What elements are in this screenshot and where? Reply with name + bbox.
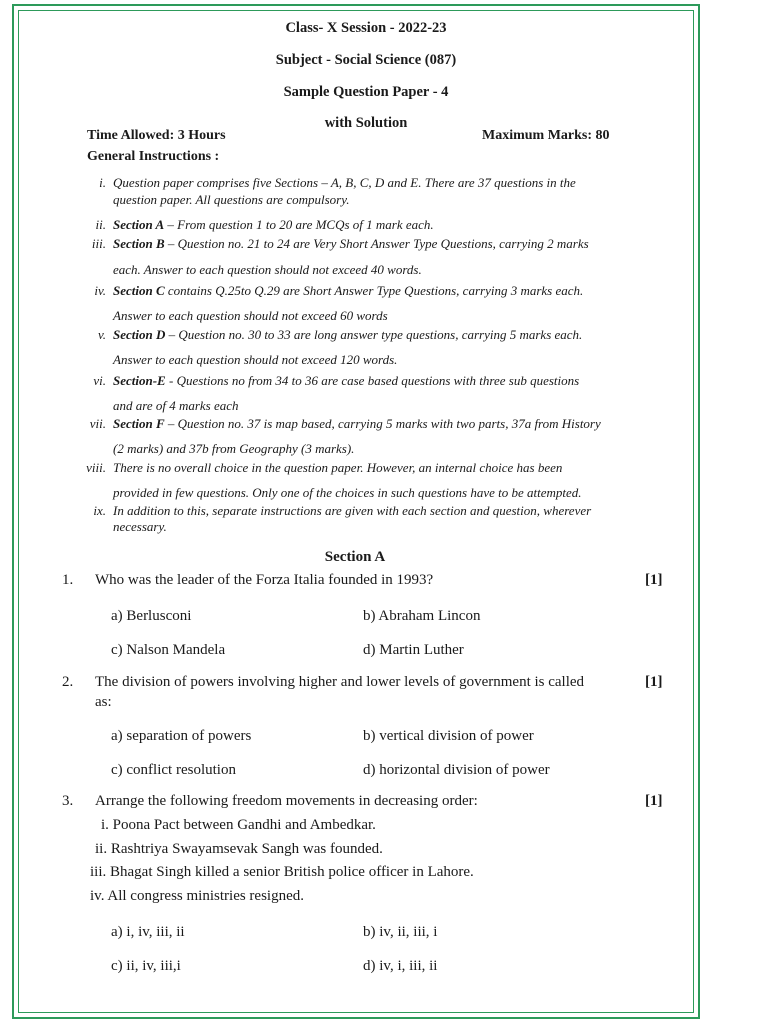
- question-marks: [1]: [645, 674, 663, 690]
- instruction-text: Question paper comprises five Sections – A, B, C, D and E. There are 37 questions in the: [113, 175, 576, 190]
- instruction-text: Section C contains Q.25to Q.29 are Short Answer Type Questions, carrying 3 marks each.: [113, 283, 584, 298]
- question-marks: [1]: [645, 793, 663, 809]
- instruction-text: Section-E - Questions no from 34 to 36 are case based questions with three sub questions: [113, 373, 580, 388]
- instruction-number: ii.: [95, 217, 106, 232]
- instruction-text: provided in few questions. Only one of the choices in such questions have to be attempted.: [113, 485, 582, 500]
- instruction-text: In addition to this, separate instructions are given with each section and question, wherever: [113, 503, 592, 518]
- question-text: The division of powers involving higher and lower levels of government is called: [95, 674, 585, 690]
- instruction-text: Section F – Question no. 37 is map based, carrying 5 marks with two parts, 37a from History: [113, 416, 601, 431]
- instruction-text: Section D – Question no. 30 to 33 are long answer type questions, carrying 5 marks each.: [113, 327, 583, 342]
- section-name: Section C: [113, 283, 165, 298]
- with-solution-heading: with Solution: [324, 115, 408, 131]
- instruction-text: There is no overall choice in the question paper. However, an internal choice has been: [113, 460, 563, 475]
- option-d: d) horizontal division of power: [363, 762, 550, 778]
- question-number: 3.: [62, 793, 74, 809]
- option-a: a) Berlusconi: [111, 608, 192, 624]
- instruction-number: viii.: [86, 460, 106, 475]
- instruction-number: v.: [97, 327, 106, 342]
- paper-heading: Sample Question Paper - 4: [283, 84, 449, 100]
- option-d: d) iv, i, iii, ii: [363, 958, 438, 974]
- instruction-text: Section B – Question no. 21 to 24 are Very Short Answer Type Questions, carrying 2 marks: [113, 236, 589, 251]
- instruction-text: each. Answer to each question should not exceed 40 words.: [113, 262, 422, 277]
- question-marks: [1]: [645, 572, 663, 588]
- section-a-title: Section A: [324, 549, 386, 565]
- time-allowed: Time Allowed: 3 Hours: [87, 128, 226, 143]
- question-number: 1.: [62, 572, 74, 588]
- section-name: Section A: [113, 217, 165, 232]
- question-text-continued: as:: [95, 694, 112, 710]
- option-b: b) vertical division of power: [363, 728, 534, 744]
- question-text: Arrange the following freedom movements in decreasing order:: [95, 793, 478, 809]
- instruction-text: Answer to each question should not exceed 60 words: [113, 308, 388, 323]
- list-item: iv. All congress ministries resigned.: [90, 888, 304, 904]
- instruction-number: ix.: [93, 503, 106, 518]
- option-c: c) ii, iv, iii,i: [111, 958, 181, 974]
- instruction-number: i.: [99, 175, 106, 190]
- instruction-text: question paper. All questions are compulsory.: [113, 192, 350, 207]
- section-name: Section B: [113, 236, 165, 251]
- option-c: c) Nalson Mandela: [111, 642, 226, 658]
- section-name: Section D: [113, 327, 166, 342]
- instruction-number: iv.: [94, 283, 106, 298]
- option-a: a) i, iv, iii, ii: [111, 924, 185, 940]
- maximum-marks: Maximum Marks: 80: [482, 128, 610, 143]
- option-c: c) conflict resolution: [111, 762, 236, 778]
- instruction-text: and are of 4 marks each: [113, 398, 239, 413]
- instruction-number: vii.: [89, 416, 106, 431]
- instruction-text: Answer to each question should not exceed 120 words.: [113, 352, 398, 367]
- list-item: i. Poona Pact between Gandhi and Ambedkar.: [101, 817, 376, 833]
- instruction-number: vi.: [93, 373, 106, 388]
- question-text: Who was the leader of the Forza Italia founded in 1993?: [95, 572, 434, 588]
- general-instructions-label: General Instructions :: [87, 149, 220, 164]
- instruction-number: iii.: [91, 236, 106, 251]
- subject-heading: Subject - Social Science (087): [275, 52, 457, 68]
- instruction-text: necessary.: [113, 519, 167, 534]
- class-session-heading: Class- X Session - 2022-23: [285, 20, 447, 36]
- question-number: 2.: [62, 674, 74, 690]
- option-d: d) Martin Luther: [363, 642, 464, 658]
- section-name: Section F: [113, 416, 165, 431]
- section-name: Section-E: [113, 373, 166, 388]
- option-a: a) separation of powers: [111, 728, 252, 744]
- option-b: b) iv, ii, iii, i: [363, 924, 438, 940]
- option-b: b) Abraham Lincon: [363, 608, 481, 624]
- list-item: iii. Bhagat Singh killed a senior British police officer in Lahore.: [90, 864, 474, 880]
- list-item: ii. Rashtriya Swayamsevak Sangh was founded.: [95, 841, 383, 857]
- instruction-text: Section A – From question 1 to 20 are MCQs of 1 mark each.: [113, 217, 434, 232]
- instruction-text: (2 marks) and 37b from Geography (3 marks).: [113, 441, 355, 456]
